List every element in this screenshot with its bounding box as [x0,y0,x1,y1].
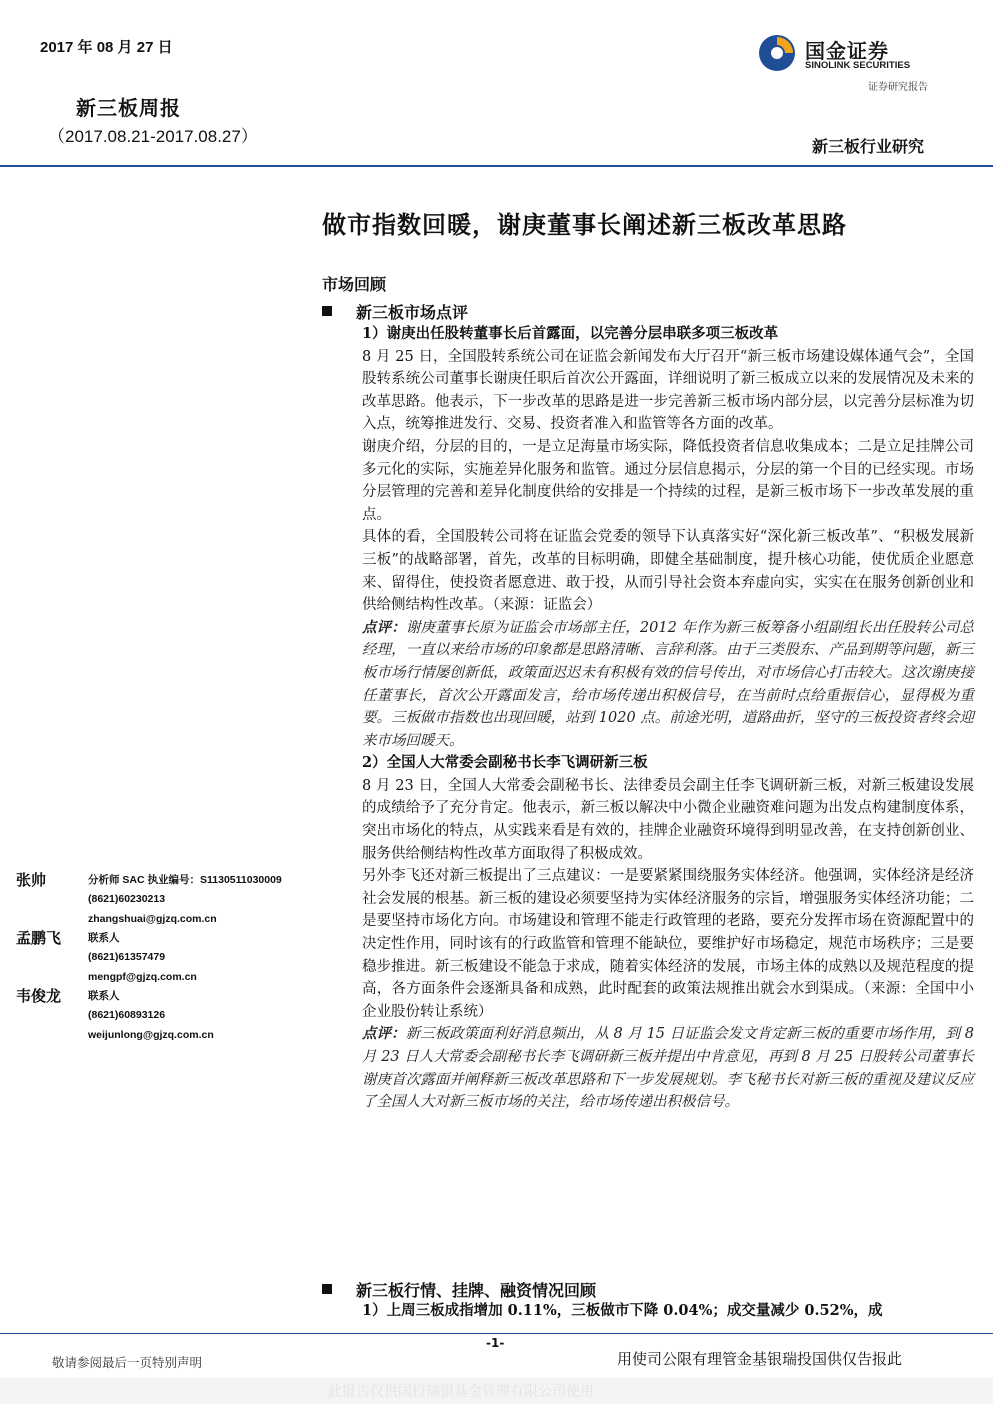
subheading-1: 1）谢庚出任股转董事长后首露面，以完善分层串联多项三板改革 [362,325,779,342]
author-role: 联系人 [88,990,120,1002]
comment-label: 点评： [362,618,406,636]
comment-paragraph [362,1023,974,1113]
header-divider [0,165,993,167]
paragraph: 另外李飞还对新三板提出了三点建议：一是要紧紧围绕服务实体经济。他强调，实体经济是经济社会发展的根基。新三板的建设必须要坚持为实体经济服务的宗旨，增强服务实体经济功能；二是要坚持市场化方向。市场建设和管理不能走行政管理的老路，要充分发挥市场在资源配置中的决定性作用，同时该有的行政监管和管理不能缺位，要维护好市场稳定，规范市场秩序；三是要稳步推进。新三板建设不能急于求成，随着实体经济的发展，市场主体的成熟以及规范程度的提高，各方面条件会逐渐具备和成熟，此时配套的政策法规推出就会水到渠成。（来源：全国中小企业股份转让系统） [362,868,974,1020]
paragraph: 具体的看，全国股转公司将在证监会党委的领导下认真落实好“深化新三板改革”、“积极发展新三板”的战略部署，首先，改革的目标明确，即健全基础制度，提升核心功能，使优质企业愿意来、留得住，使投资者愿意进、敢于投，从而引导社会资本弃虚向实，实实在在服务创新创业和供给侧结构性改革。（来源：证监会） [362,529,974,614]
report-date-range: （2017.08.21-2017.08.27） [48,127,258,146]
subheading-2: 2）全国人大常委会副秘书长李飞调研新三板 [362,754,648,772]
author-email: weijunlong@gjzq.com.cn [88,1028,214,1041]
author-role: 分析师 SAC 执业编号：S1130511030009 [88,874,282,886]
report-date: 2017 年 08 月 27 日 [40,39,173,56]
body-column-1 [362,323,974,1114]
logo-en-text: SINOLINK SECURITIES [805,60,911,71]
page-number: -1- [486,1336,505,1350]
bullet-heading-commentary [322,300,468,323]
author-name: 张帅 [16,871,47,889]
bullet-square-icon [322,1284,332,1294]
footer-right-text: 用使司公限有理管金基银瑞投国供仅告报此 [617,1350,903,1368]
footer-disclaimer: 敬请参阅最后一页特别声明 [52,1355,203,1370]
footer-divider [0,1333,993,1334]
watermark-text: 此报告仅供国投瑞银基金管理有限公司使用 [328,1384,594,1400]
comment-paragraph [362,617,974,753]
main-title: 做市指数回暖，谢庚董事长阐述新三板改革思路 [322,210,847,239]
author-role: 联系人 [88,932,120,944]
bullet-heading-text: 新三板行情、挂牌、融资情况回顾 [356,1281,597,1300]
comment-text: 新三板政策面利好消息频出，从 8 月 15 日证监会发文肯定新三板的重要市场作用，到 8 月 23 日人大常委会副秘书长李飞调研新三板并提出中肯意见，再到 8 月 25 日股转公司董事长谢庚首次露面并阐释新三板改革思路和下一步发展规划。李飞秘书长对新三板的重视及建议反应了全国人大对新三板市场的关注，给市场传递出积极信号。 [362,1026,974,1111]
author-phone: (8621)61357479 [88,951,166,964]
logo-subtitle: 证券研究报告 [868,82,928,93]
author-name: 韦俊龙 [16,987,62,1005]
subheading-3: 1）上周三板成指增加 0.11%，三板做市下降 0.04%；成交量减少 0.52%，成 [362,1302,883,1319]
author-info [88,929,197,987]
logo-cn-text: 国金证券 [805,39,889,63]
report-sector: 新三板行业研究 [812,137,925,156]
body-column-2 [362,1300,974,1323]
author-info [88,987,214,1045]
paragraph: 谢庚介绍，分层的目的，一是立足海量市场实际，降低投资者信息收集成本；二是立足挂牌公司多元化的实际，实施差异化服务和监管。通过分层信息揭示，分层的第一个目的已经实现。市场分层管理的完善和差异化制度供给的安排是一个持续的过程，是新三板市场下一步改革发展的重点。 [362,438,974,523]
author-phone: (8621)60893126 [88,1009,166,1022]
author-email: zhangshuai@gjzq.com.cn [88,912,217,925]
author-name: 孟鹏飞 [16,929,62,947]
comment-label: 点评： [362,1025,406,1043]
bullet-square-icon [322,306,332,316]
sinolink-logo-icon [757,33,797,73]
section-title: 市场回顾 [322,275,387,294]
author-phone: (8621)60230213 [88,893,166,906]
bullet-heading-market [322,1278,596,1301]
report-title: 新三板周报 [76,96,181,120]
paragraph: 8 月 25 日，全国股转系统公司在证监会新闻发布大厅召开“新三板市场建设媒体通气会”，全国股转系统公司董事长谢庚任职后首次公开露面，详细说明了新三板成立以来的发展情况及未来的改革思路。他表示，下一步改革的思路是进一步完善新三板市场内部分层，以完善分层标准为切入点，统筹推进发行、交易、投资者准入和监管等各方面的改革。 [362,348,974,433]
bullet-heading-text: 新三板市场点评 [356,303,469,322]
paragraph: 8 月 23 日，全国人大常委会副秘书长、法律委员会副主任李飞调研新三板，对新三板建设发展的成绩给予了充分肯定。他表示，新三板以解决中小微企业融资难问题为出发点构建制度体系，突出市场化的特点，从实践来看是有效的，挂牌企业融资环境得到明显改善，在支持创新创业、服务供给侧结构性改革方面取得了积极成效。 [362,777,974,862]
author-info [88,871,282,929]
author-email: mengpf@gjzq.com.cn [88,970,197,983]
comment-text: 谢庚董事长原为证监会市场部主任，2012 年作为新三板筹备小组副组长出任股转公司总经理，一直以来给市场的印象都是思路清晰、言辞利落。由于三类股东、产品到期等问题，新三板市场行情屡创新低，政策面迟迟未有积极有效的信号传出，对市场信心打击较大。这次谢庚接任董事长，首次公开露面发言，给市场传递出积极信号，在当前时点给重振信心，显得极为重要。三板做市指数也出现回暖，站到 1020 点。前途光明，道路曲折，坚守的三板投资者终会迎来市场回暖天。 [362,619,974,749]
